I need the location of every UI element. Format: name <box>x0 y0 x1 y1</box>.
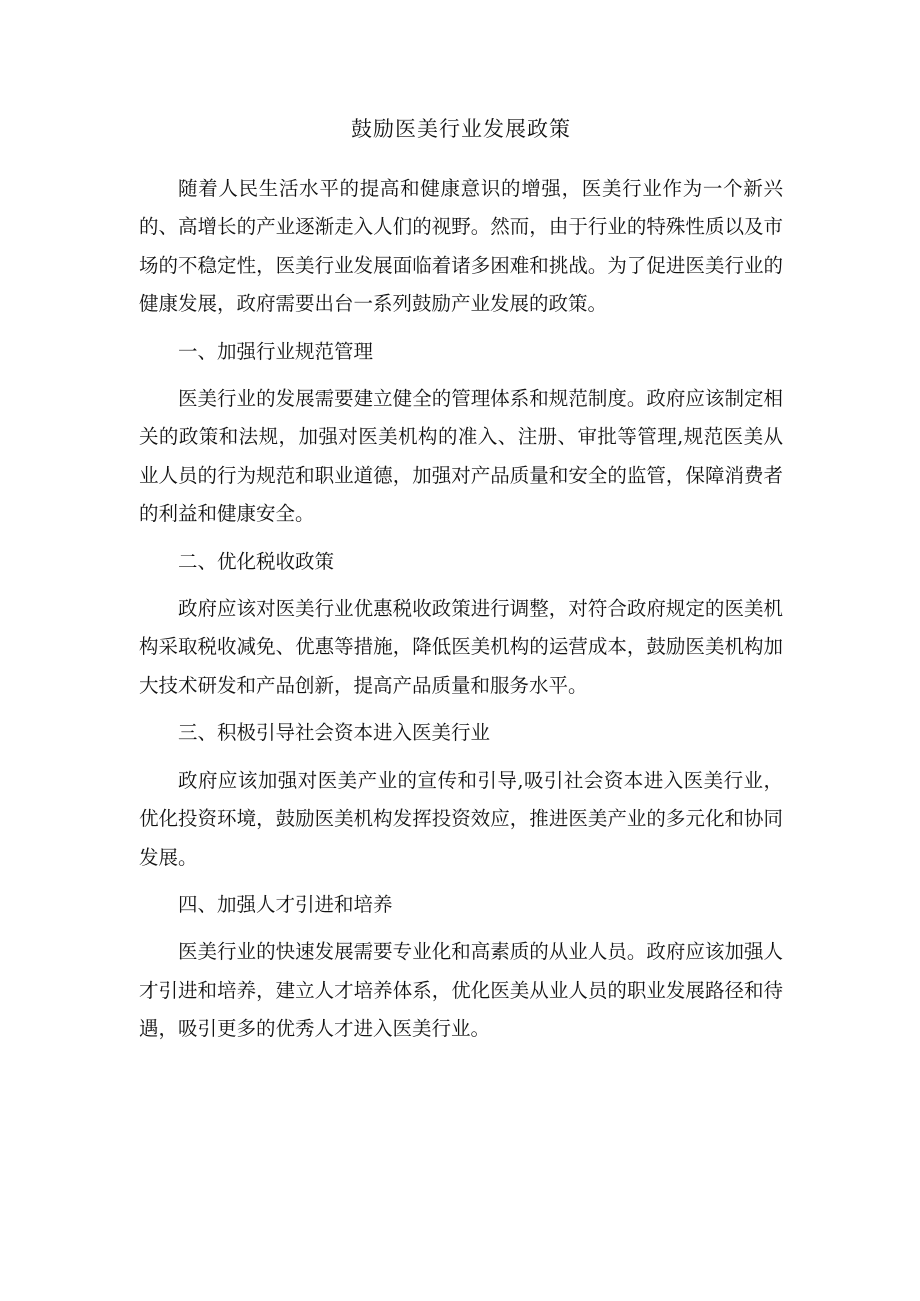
section-paragraph: 医美行业的发展需要建立健全的管理体系和规范制度。政府应该制定相关的政策和法规，加强对医美机构的准入、注册、审批等管理,规范医美从业人员的行为规范和职业道德，加强对产品质量和安全的监管，保障消费者的利益和健康安全。 <box>139 387 783 526</box>
intro-paragraph: 随着人民生活水平的提高和健康意识的增强，医美行业作为一个新兴的、高增长的产业逐渐走入人们的视野。然而，由于行业的特殊性质以及市场的不稳定性，医美行业发展面临着诸多困难和挑战。为了促进医美行业的健康发展，政府需要出台一系列鼓励产业发展的政策。 <box>139 177 783 316</box>
section-paragraph: 医美行业的快速发展需要专业化和高素质的从业人员。政府应该加强人才引进和培养，建立人才培养体系，优化医美从业人员的职业发展路径和待遇，吸引更多的优秀人才进入医美行业。 <box>139 940 783 1041</box>
section-paragraph: 政府应该对医美行业优惠税收政策进行调整，对符合政府规定的医美机构采取税收减免、优惠等措施，降低医美机构的运营成本，鼓励医美机构加大技术研发和产品创新，提高产品质量和服务水平。 <box>139 597 783 697</box>
document-content <box>139 108 783 1058</box>
document-title: 鼓励医美行业发展政策 <box>351 117 571 141</box>
section-heading: 四、加强人才引进和培养 <box>178 892 393 916</box>
section-paragraph: 政府应该加强对医美产业的宣传和引导,吸引社会资本进入医美行业，优化投资环境，鼓励医美机构发挥投资效应，推进医美产业的多元化和协同发展。 <box>139 768 783 869</box>
section-heading: 二、优化税收政策 <box>178 549 335 573</box>
section-heading: 一、加强行业规范管理 <box>178 339 374 363</box>
section-heading: 三、积极引导社会资本进入医美行业 <box>178 721 491 745</box>
